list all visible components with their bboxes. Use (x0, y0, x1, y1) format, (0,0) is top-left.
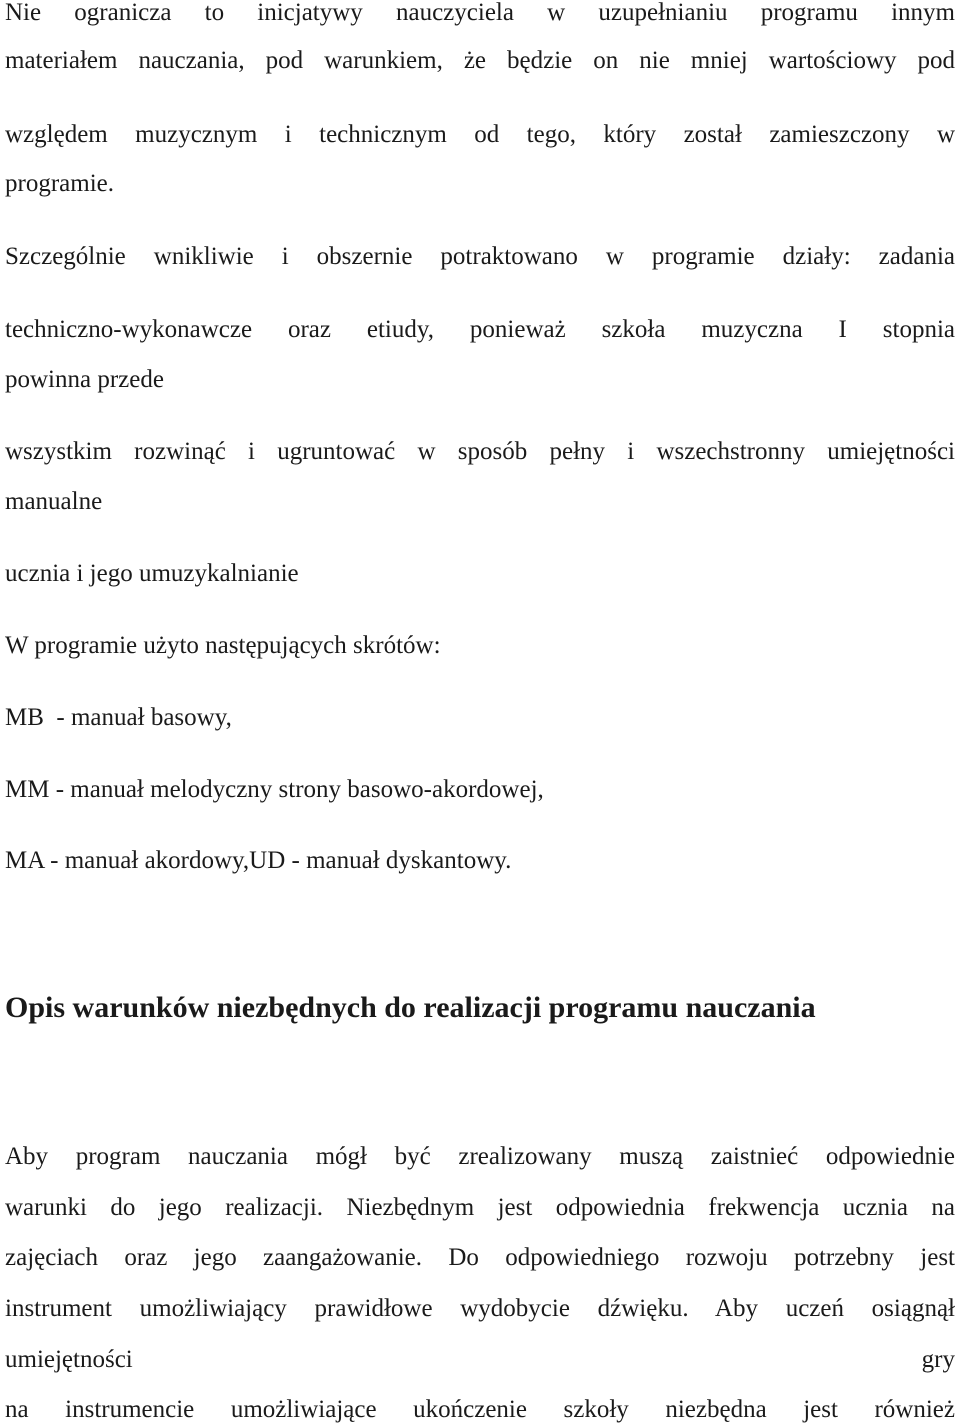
section-heading: Opis warunków niezbędnych do realizacji programu nauczania (5, 991, 816, 1024)
text-line-20: na instrumencie umożliwiające ukończenie szkoły niezbędna jest również (5, 1396, 955, 1423)
text-line-2: materiałem nauczania, pod warunkiem, że będzie on nie mniej wartościowy pod (5, 47, 955, 74)
text-line-16: warunki do jego realizacji. Niezbędnym jest odpowiednia frekwencja ucznia na (5, 1194, 955, 1221)
text-line-3: względem muzycznym i technicznym od tego, który został zamieszczony w (5, 121, 955, 148)
text-line-14: MA - manuał akordowy,UD - manuał dyskantowy. (5, 847, 512, 874)
text-line-1: Nie ogranicza to inicjatywy nauczyciela w uzupełnianiu programu innym (5, 0, 955, 26)
text-line-11: W programie użyto następujących skrótów: (5, 632, 441, 659)
text-line-10: ucznia i jego umuzykalnianie (5, 560, 299, 587)
text-line-12: MB - manuał basowy, (5, 704, 232, 731)
text-line-18: instrument umożliwiający prawidłowe wydobycie dźwięku. Aby uczeń osiągnął (5, 1295, 955, 1322)
text-line-7: powinna przede (5, 366, 164, 393)
text-line-13: MM - manuał melodyczny strony basowo-akordowej, (5, 776, 544, 803)
text-line-17: zajęciach oraz jego zaangażowanie. Do odpowiedniego rozwoju potrzebny jest (5, 1244, 955, 1271)
text-line-9: manualne (5, 488, 103, 515)
text-line-15: Aby program nauczania mógł być zrealizowany muszą zaistnieć odpowiednie (5, 1143, 955, 1170)
text-line-8: wszystkim rozwinąć i ugruntować w sposób pełny i wszechstronny umiejętności (5, 438, 955, 465)
text-line-5: Szczególnie wnikliwie i obszernie potraktowano w programie działy: zadania (5, 243, 955, 270)
text-line-6: techniczno-wykonawcze oraz etiudy, ponieważ szkoła muzyczna I stopnia (5, 316, 955, 343)
text-line-19: umiejętności gry (5, 1346, 955, 1373)
text-line-4: programie. (5, 170, 114, 197)
